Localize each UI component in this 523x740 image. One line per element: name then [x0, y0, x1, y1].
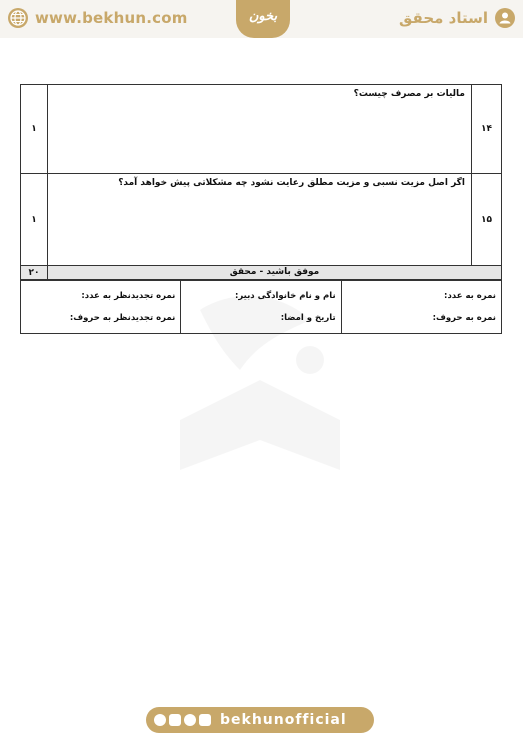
grading-table	[20, 280, 502, 334]
question-row	[21, 174, 502, 266]
review-cell	[21, 281, 181, 334]
site-link[interactable]	[8, 8, 188, 28]
question-score: ۱	[21, 85, 48, 174]
instagram-icon[interactable]	[199, 714, 211, 726]
teacher-name-label: نام و نام خانوادگی دبیر:	[234, 291, 336, 301]
brand-name: استاد محقق	[399, 9, 488, 27]
review-digits-label: نمره تجدیدنظر به عدد:	[81, 291, 176, 301]
site-url: www.bekhun.com	[35, 9, 188, 27]
question-row	[21, 85, 502, 174]
teacher-cell	[181, 281, 341, 334]
score-words-label: نمره به حروف:	[432, 313, 496, 323]
score-cell	[341, 281, 501, 334]
aparat-icon[interactable]	[154, 714, 166, 726]
page-header	[0, 0, 523, 38]
globe-icon	[8, 8, 28, 28]
summary-row	[21, 266, 502, 280]
question-text: مالیات بر مصرف چیست؟	[48, 85, 472, 174]
brand-block	[399, 8, 515, 28]
brand-logo	[236, 0, 290, 38]
youtube-icon[interactable]	[169, 714, 181, 726]
question-score: ۱	[21, 174, 48, 266]
telegram-icon[interactable]	[184, 714, 196, 726]
social-footer	[146, 707, 374, 733]
question-text: اگر اصل مزیت نسبی و مزیت مطلق رعایت نشود چه مشکلاتی پیش خواهد آمد؟	[48, 174, 472, 266]
logo-text: بخون	[248, 9, 278, 24]
question-number: ۱۴	[472, 85, 502, 174]
exam-sheet	[20, 84, 502, 334]
score-digits-label: نمره به عدد:	[444, 291, 496, 301]
review-words-label: نمره تجدیدنظر به حروف:	[69, 313, 176, 323]
closing-text: موفق باشید - محقق	[48, 266, 502, 280]
user-icon	[495, 8, 515, 28]
total-score: ۲۰	[21, 266, 48, 280]
questions-table	[20, 84, 502, 280]
date-sign-label: تاریخ و امضا:	[280, 313, 336, 323]
question-number: ۱۵	[472, 174, 502, 266]
social-handle[interactable]: bekhunofficial	[220, 712, 347, 728]
